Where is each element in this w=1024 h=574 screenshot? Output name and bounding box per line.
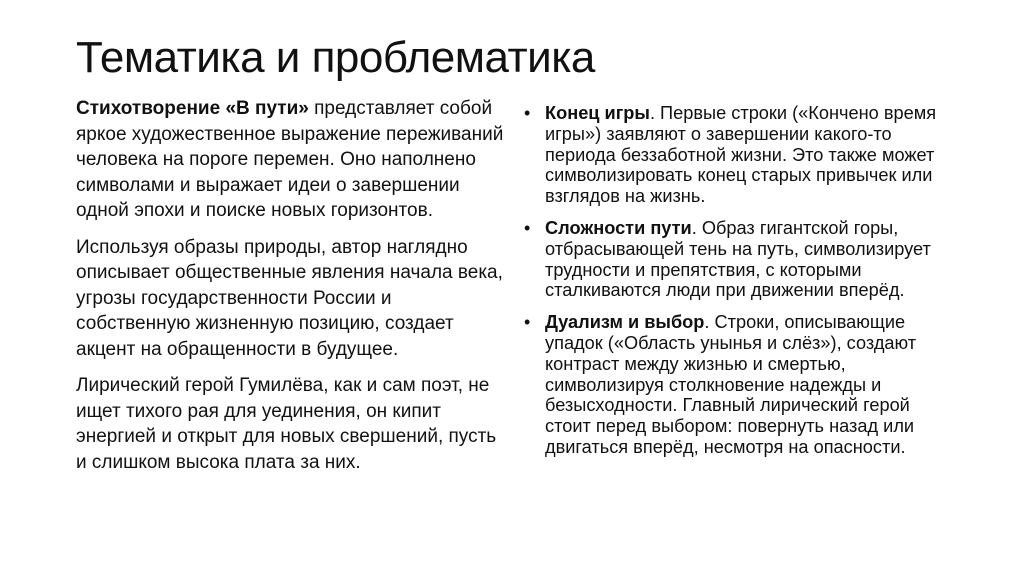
paragraph-nature-images-text: Используя образы природы, автор наглядно описывает общественные явления начала века, угрозы государственности России и собственную жизненную позицию, создает акцент на обращенности в будущее. xyxy=(76,236,503,360)
bullet-item-path-difficulties-bold: Сложности пути xyxy=(545,217,692,238)
bullet-item-dualism-choice-text: . Строки, описывающие упадок («Область унынья и слёз»), создают контраст между жизнью и смертью, символизируя столкновение надежды и безысходности. Главный лирический герой стоит перед выбором: повернуть назад или двигаться вперёд, несмотря на опасности. xyxy=(545,312,917,457)
bullet-item-end-of-game-bold: Конец игры xyxy=(545,103,650,123)
bullet-item-dualism-choice-bold: Дуализм и выбор xyxy=(545,312,705,333)
right-column xyxy=(518,103,943,469)
paragraph-intro xyxy=(76,96,506,224)
bullet-dot-icon: • xyxy=(524,217,531,238)
bullet-dot-icon: • xyxy=(524,103,531,123)
bullet-item-dualism-choice xyxy=(518,312,943,458)
paragraph-nature-images xyxy=(76,235,506,363)
paragraph-intro-bold: Стихотворение «В пути» xyxy=(76,98,309,119)
bullet-item-end-of-game xyxy=(518,103,943,207)
paragraph-intro-text: представляет собой яркое художественное выражение переживаний человека на пороге перемен. Оно наполнено символами и выражает идеи о завершении одной эпохи и поиске новых горизонтов. xyxy=(76,98,504,221)
bullet-dot-icon: • xyxy=(524,312,531,333)
left-column xyxy=(76,96,506,486)
bullet-item-path-difficulties xyxy=(518,218,943,301)
paragraph-lyrical-hero-text: Лирический герой Гумилёва, как и сам поэт, не ищет тихого рая для уединения, он кипит энергией и открыт для новых свершений, пусть и слишком высока плата за них. xyxy=(76,375,497,473)
paragraph-lyrical-hero xyxy=(76,373,506,475)
bullet-item-path-difficulties-text: . Образ гигантской горы, отбрасывающей тень на путь, символизирует трудности и препятствия, с которыми сталкиваются люди при движении вперёд. xyxy=(545,217,931,301)
slide-title: Тематика и проблематика xyxy=(76,33,595,82)
bullet-list xyxy=(518,103,943,458)
bullet-item-end-of-game-text: . Первые строки («Кончено время игры») заявляют о завершении какого-то периода беззаботной жизни. Это также может символизировать конец старых привычек или взглядов на жизнь. xyxy=(545,103,937,207)
